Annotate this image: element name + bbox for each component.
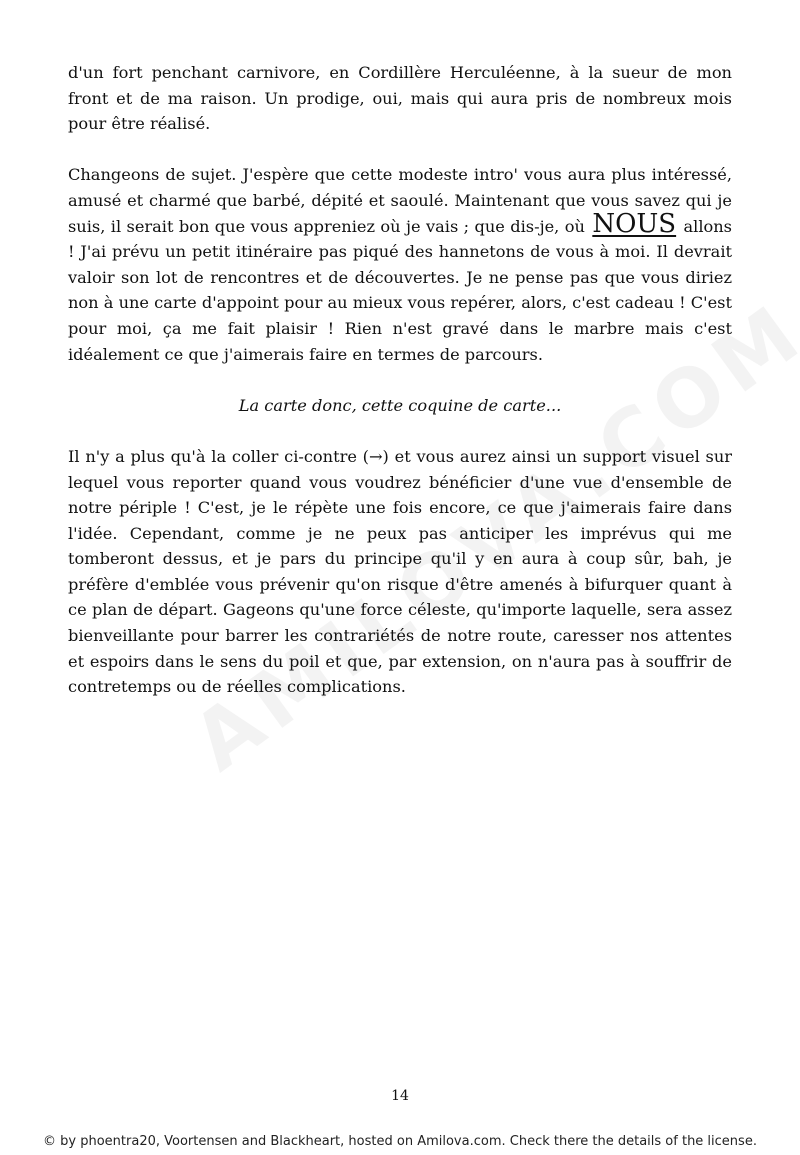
license-footer: © by phoentra20, Voortensen and Blackheart, hosted on Amilova.com. Check there the details of the license. — [43, 1134, 757, 1149]
emphasis-nous: NOUS — [592, 208, 677, 239]
page-number: 14 — [391, 1088, 409, 1104]
paragraph-1: d'un fort penchant carnivore, en Cordillère Herculéenne, à la sueur de mon front et de ma raison. Un prodige, oui, mais qui aura pris de nombreux mois pour être réalisé. — [68, 63, 732, 134]
paragraph-2-after: allons ! J'ai prévu un petit itinéraire pas piqué des hannetons de vous à moi. Il devrait valoir son lot de rencontres et de découvertes. Je ne pense pas que vous diriez non à une carte d'appoint pour au mieux vous repérer, alors, c'est cadeau ! C'est pour moi, ça me fait plaisir ! Rien n'est gravé dans le marbre mais c'est idéalement ce que j'aimerais faire en termes de parcours. — [68, 216, 732, 364]
map-heading-line: La carte donc, cette coquine de carte... — [238, 395, 562, 415]
paragraph-2 — [68, 162, 732, 367]
paragraph-4: Il n'y a plus qu'à la coller ci-contre (→) et vous aurez ainsi un support visuel sur lequel vous reporter quand vous voudrez bénéficier d'une vue d'ensemble de notre périple ! C'est, je le répète une fois encore, ce que j'aimerais faire dans l'idée. Cependant, comme je ne peux pas anticiper les imprévus qui me tomberont dessus, et je pars du principe qu'il y en aura à coup sûr, bah, je préfère d'emblée vous prévenir qu'on risque d'être amenés à bifurquer quant à ce plan de départ. Gageons qu'une force céleste, qu'importe laquelle, sera assez bienveillante pour barrer les contrariétés de notre route, caresser nos attentes et espoirs dans le sens du poil et que, par extension, on n'aura pas à souffrir de contretemps ou de réelles complications. — [68, 446, 732, 697]
text-column — [68, 60, 732, 725]
paragraph-2-before: Changeons de sujet. J'espère que cette modeste intro' vous aura plus intéressé, amusé et charmé que barbé, dépité et saoulé. Maintenant que vous savez qui je suis, il serait bon que vous appreniez où je vais ; que dis-je, où — [68, 165, 732, 236]
